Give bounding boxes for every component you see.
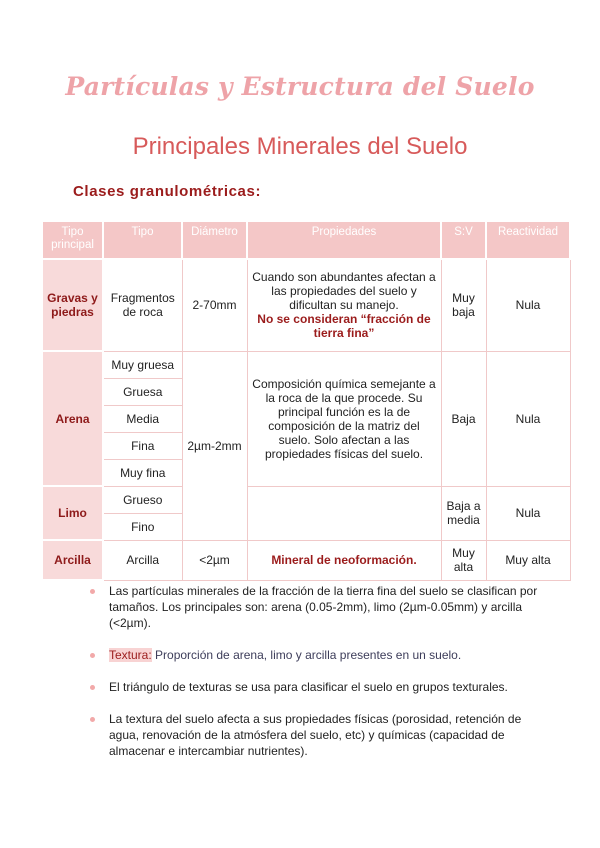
header-tipo-principal: Tipo principal [42, 221, 103, 259]
propiedades-gravas-text: Cuando son abundantes afectan a las propiedades del suelo y dificultan su manejo. [252, 270, 436, 313]
header-diametro: Diámetro [182, 221, 247, 259]
bullet-dot-icon [90, 653, 95, 658]
list-item [88, 679, 538, 695]
cell-reactividad-gravas: Nula [486, 259, 570, 351]
cell-tipo-arena-2: Gruesa [103, 378, 182, 405]
note-text-2: Proporción de arena, limo y arcilla presentes en un suelo. [151, 648, 462, 662]
note-text-3: El triángulo de texturas se usa para clasificar el suelo en grupos texturales. [109, 680, 508, 694]
table-row-arena-1 [42, 351, 570, 378]
cell-propiedades-gravas [247, 259, 441, 351]
cell-propiedades-shared: Composición química semejante a la roca de la que procede. Su principal función es la de composición de la matriz del suelo. Solo afectan a las propiedades físicas del suelo. [247, 351, 441, 486]
cell-tipo-arena-3: Media [103, 405, 182, 432]
cell-propiedades-arcilla: Mineral de neoformación. [247, 540, 441, 580]
cell-tipo-limo-2: Fino [103, 513, 182, 540]
table-header-row [42, 221, 570, 259]
bullet-dot-icon [90, 685, 95, 690]
list-item [88, 583, 538, 631]
cell-sv-arena: Baja [441, 351, 486, 486]
cell-tipo-arena-5: Muy fina [103, 459, 182, 486]
header-reactividad: Reactividad [486, 221, 570, 259]
page-title: Partículas y Estructura del Suelo [65, 72, 535, 101]
page-subtitle: Principales Minerales del Suelo [132, 133, 468, 160]
table-row-limo-1 [42, 486, 570, 513]
cell-propiedades-limo [247, 486, 441, 540]
cell-principal-arcilla: Arcilla [42, 540, 103, 580]
cell-diametro-arcilla: <2µm [182, 540, 247, 580]
cell-principal-gravas: Gravas y piedras [42, 259, 103, 351]
cell-tipo-gravas: Fragmentos de roca [103, 259, 182, 351]
cell-principal-arena: Arena [42, 351, 103, 486]
table-row-arcilla [42, 540, 570, 580]
header-sv: S:V [441, 221, 486, 259]
bullet-dot-icon [90, 717, 95, 722]
note-text-4: La textura del suelo afecta a sus propiedades físicas (porosidad, retención de agua, renovación de la atmósfera del suelo, etc) y químicas (capacidad de almacenar e intercambiar nutrientes). [109, 712, 522, 758]
notes-list [88, 583, 538, 775]
granulometric-table [41, 220, 571, 581]
cell-principal-limo: Limo [42, 486, 103, 540]
list-item [88, 711, 538, 759]
cell-tipo-arcilla: Arcilla [103, 540, 182, 580]
header-tipo: Tipo [103, 221, 182, 259]
cell-tipo-arena-4: Fina [103, 432, 182, 459]
header-propiedades: Propiedades [247, 221, 441, 259]
cell-reactividad-arena: Nula [486, 351, 570, 486]
cell-sv-limo: Baja a media [441, 486, 486, 540]
cell-reactividad-arcilla: Muy alta [486, 540, 570, 580]
cell-sv-arcilla: Muy alta [441, 540, 486, 580]
cell-tipo-limo-1: Grueso [103, 486, 182, 513]
cell-sv-gravas: Muy baja [441, 259, 486, 351]
propiedades-gravas-note: No se consideran “fracción de tierra fina” [257, 312, 431, 341]
textura-term: Textura: [109, 648, 152, 662]
cell-reactividad-limo: Nula [486, 486, 570, 540]
list-item [88, 647, 538, 663]
cell-diametro-shared: 2µm-2mm [182, 351, 247, 540]
table-row-gravas [42, 259, 570, 351]
cell-diametro-gravas: 2-70mm [182, 259, 247, 351]
section-label: Clases granulométricas: [73, 183, 262, 200]
cell-tipo-arena-1: Muy gruesa [103, 351, 182, 378]
note-text-1: Las partículas minerales de la fracción de la tierra fina del suelo se clasifican por tamaños. Los principales son: arena (0.05-2mm), limo (2µm-0.05mm) y arcilla (<2µm). [109, 584, 538, 630]
bullet-dot-icon [90, 589, 95, 594]
